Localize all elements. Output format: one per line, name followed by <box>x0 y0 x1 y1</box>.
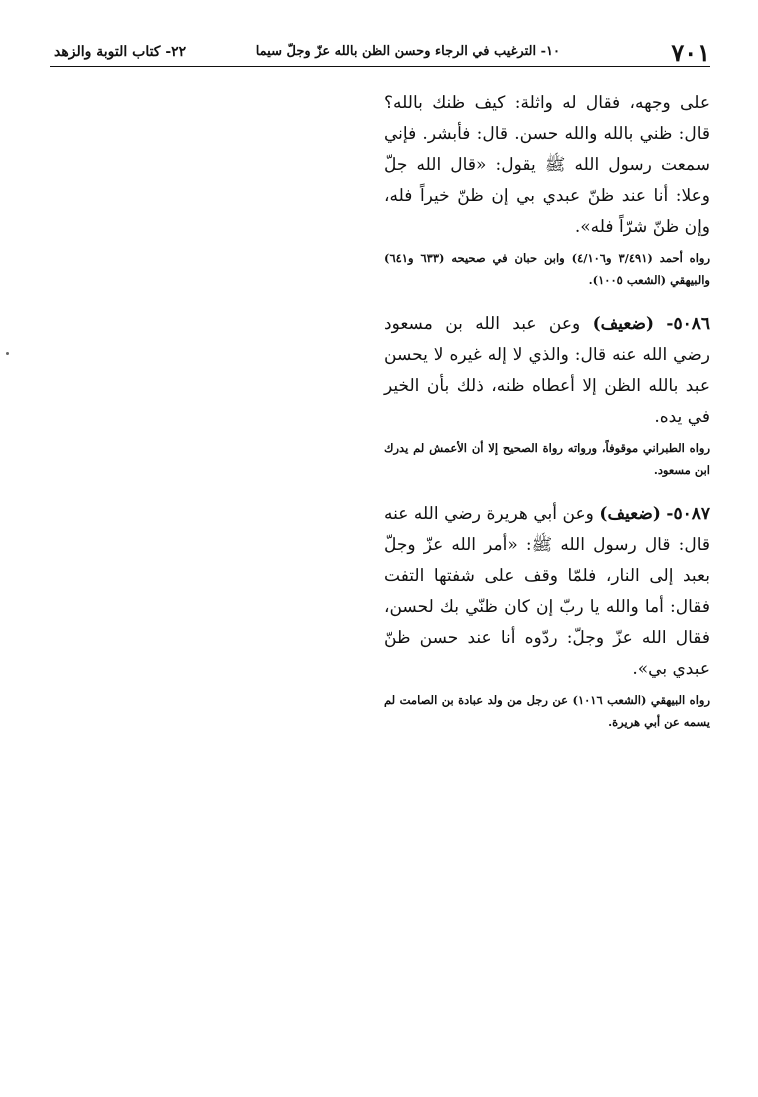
hadith-body <box>384 499 710 685</box>
continuation-source: رواه أحمد (٣/٤٩١ و٤/١٠٦) وابن حبان في صحيحه (٦٣٣ و٦٤١) والبيهقي (الشعب ١٠٠٥). <box>384 251 711 287</box>
hadith-source: رواه البيهقي (الشعب ١٠١٦) عن رجل من ولد عبادة بن الصامت لم يسمه عن أبي هريرة. <box>384 693 710 729</box>
chapter-title: ١٠- الترغيب في الرجاء وحسن الظن بالله عزّ وجلّ سيما <box>255 44 560 59</box>
margin-speck <box>6 352 9 355</box>
hadith-5086 <box>384 309 710 481</box>
hadith-source: رواه الطبراني موقوفاً، ورواته رواة الصحيح إلا أن الأعمش لم يدرك ابن مسعود. <box>384 441 710 477</box>
hadith-grade: (ضعيف) <box>599 504 661 524</box>
book-title: ٢٢- كتاب التوبة والزهد <box>54 44 187 60</box>
text-column <box>384 88 710 733</box>
continuation-text: على وجهه، فقال له واثلة: كيف ظنك بالله؟ قال: ظني بالله والله حسن. قال: فأبشر. فإني سمعت رسول الله ﷺ يقول: «قال الله جلّ وعلا: أنا عند ظنّ عبدي بي إن ظنّ خيراً فله، وإن ظنّ شرّاً فله». <box>384 93 710 237</box>
header-rule <box>50 66 710 67</box>
hadith-text: وعن عبد الله بن مسعود رضي الله عنه قال: والذي لا إله غيره لا يحسن عبد بالله الظن إلا أعطاه ظنه، ذلك بأن الخير في يده. <box>384 314 710 427</box>
page-header <box>50 36 710 68</box>
hadith-grade: (ضعيف) <box>592 314 655 334</box>
hadith-body <box>384 309 710 433</box>
hadith-number: ٥٠٨٦- <box>666 314 711 334</box>
page-number: ٧٠١ <box>671 38 710 67</box>
hadith-5087 <box>384 499 710 733</box>
hadith-text: وعن أبي هريرة رضي الله عنه قال: قال رسول الله ﷺ: «أمر الله عزّ وجلّ بعبد إلى النار، فلمّا وقف على شفتها التفت فقال: أما والله يا ربّ إن كان ظنّي بك لحسن، فقال الله عزّ وجلّ: ردّوه أنا عند حسن ظنّ عبدي بي». <box>384 504 710 679</box>
hadith-number: ٥٠٨٧- <box>666 504 710 524</box>
